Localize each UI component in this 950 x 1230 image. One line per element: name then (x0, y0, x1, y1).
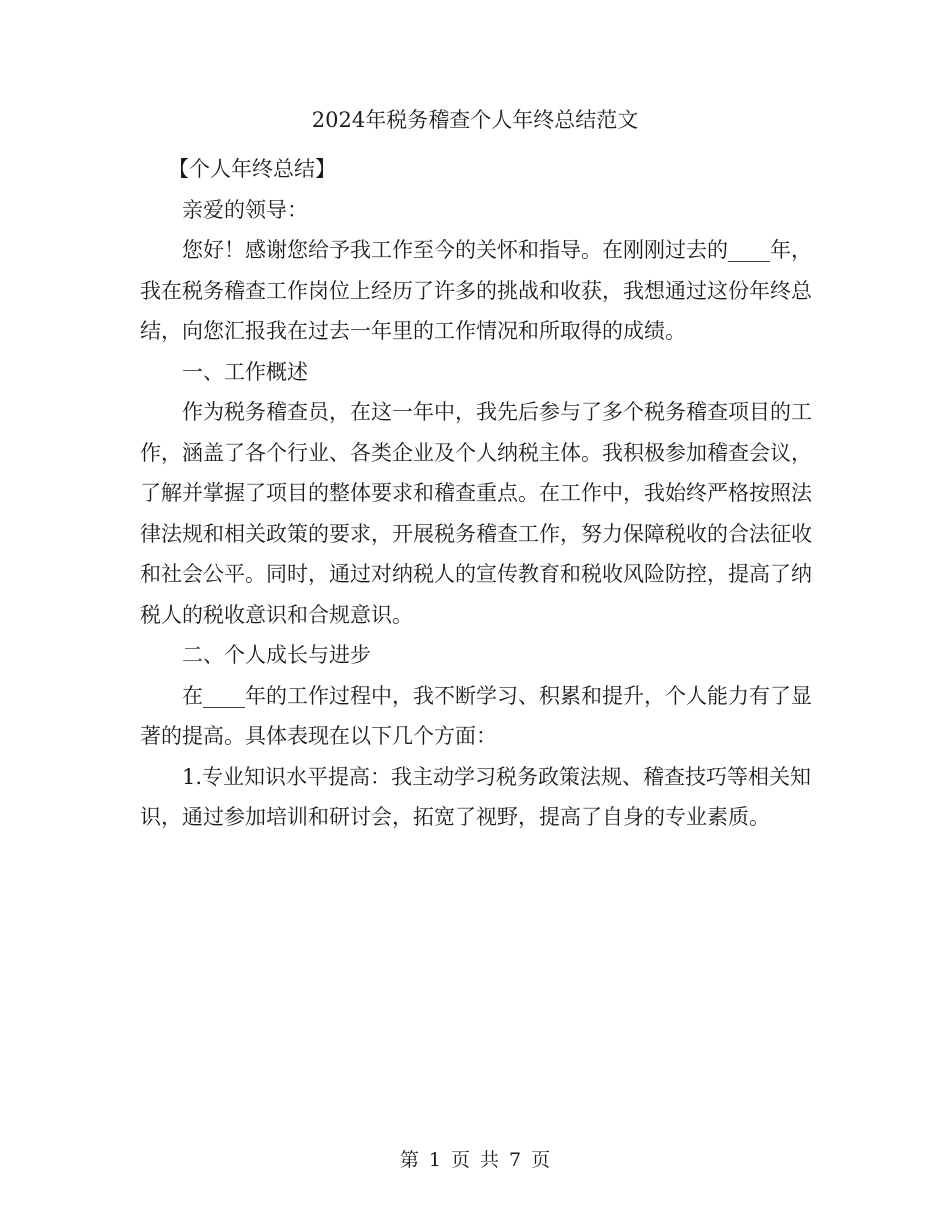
salutation: 亲爱的领导： (182, 197, 308, 222)
section-header: 【个人年终总结】 (168, 157, 336, 181)
page-number-footer: 第 1 页 共 7 页 (399, 1149, 551, 1171)
paragraph-work-overview: 作为税务稽查员，在这一年中，我先后参与了多个税务稽查项目的工作，涵盖了各个行业、各类企业及个人纳税主体。我积极参加稽查会议，了解并掌握了项目的整体要求和稽查重点。在工作中，我始终严格按照法律法规和相关政策的要求，开展税务稽查工作，努力保障税收的合法征收和社会公平。同时，通过对纳税人的宣传教育和税收风险防控，提高了纳税人的税收意识和合规意识。 (140, 400, 812, 627)
document-title: 2024年税务稽查个人年终总结范文 (311, 108, 639, 132)
paragraph-personal-growth: 在____年的工作过程中，我不断学习、积累和提升，个人能力有了显著的提高。具体表现在以下几个方面： (140, 683, 812, 748)
heading-work-overview: 一、工作概述 (182, 359, 308, 384)
paragraph-greeting: 您好！感谢您给予我工作至今的关怀和指导。在刚刚过去的____年，我在税务稽查工作岗位上经历了许多的挑战和收获，我想通过这份年终总结，向您汇报我在过去一年里的工作情况和所取得的成绩。 (140, 238, 812, 343)
heading-personal-growth: 二、个人成长与进步 (182, 643, 371, 667)
paragraph-professional-knowledge: 1.专业知识水平提高：我主动学习税务政策法规、稽查技巧等相关知识，通过参加培训和研讨会，拓宽了视野，提高了自身的专业素质。 (140, 764, 812, 829)
document-body (140, 149, 815, 838)
